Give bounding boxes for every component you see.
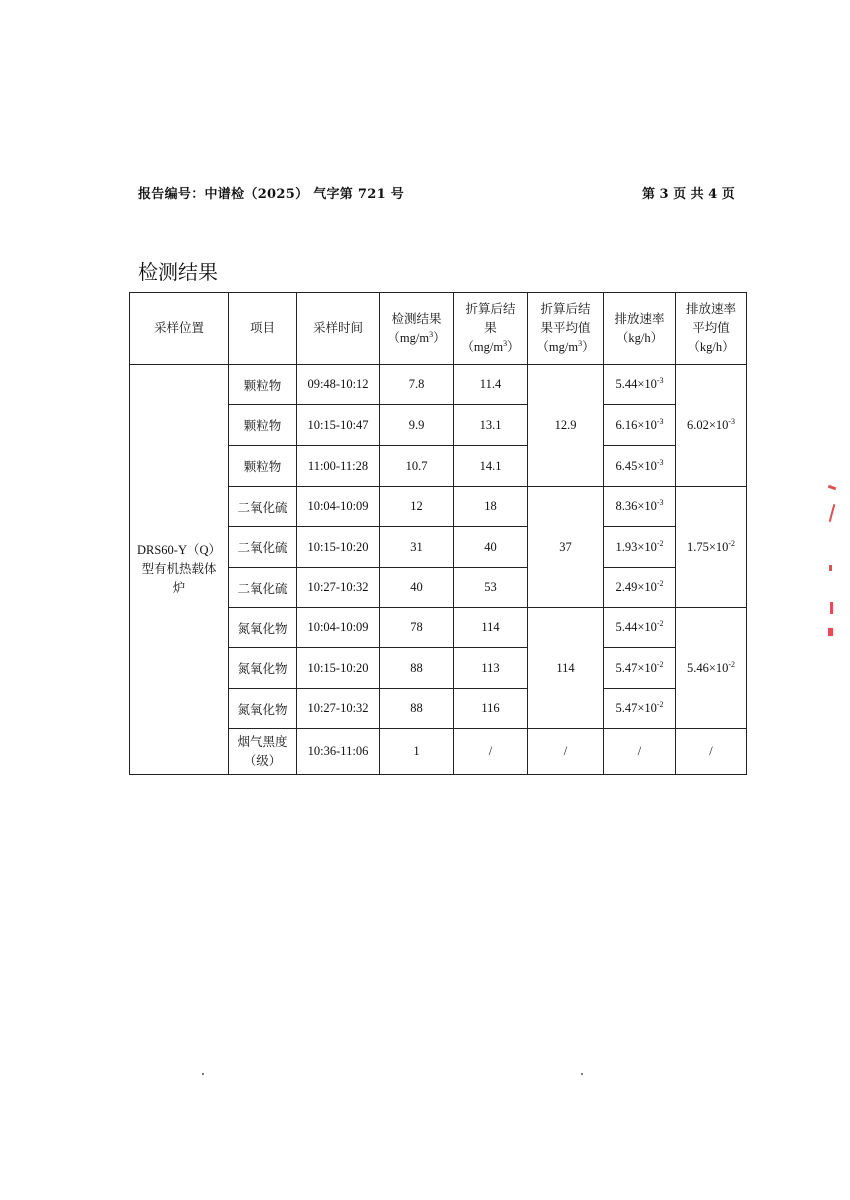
item-cell: 二氧化硫 xyxy=(229,568,297,608)
header-location: 采样位置 xyxy=(130,293,229,365)
rate-cell: $1.93\times 10^{-2}$ xyxy=(604,527,676,568)
converted-cell: 114 xyxy=(454,608,528,648)
header-rate-avg: 排放速率 平均值 （kg/h） xyxy=(676,293,747,365)
result-cell: 1 xyxy=(380,729,454,775)
time-cell: 09:48-10:12 xyxy=(297,365,380,405)
item-cell: 颗粒物 xyxy=(229,446,297,487)
rate-avg-cell: $1.75\times 10^{-2}$ xyxy=(676,487,747,608)
converted-cell: 18 xyxy=(454,487,528,527)
header-converted: 折算后结 果$(mg/m^3)$ xyxy=(454,293,528,365)
time-cell: 10:27-10:32 xyxy=(297,568,380,608)
converted-cell: 113 xyxy=(454,648,528,689)
time-cell: 10:36-11:06 xyxy=(297,729,380,775)
rate-avg-cell: $5.46\times 10^{-2}$ xyxy=(676,608,747,729)
result-cell: 40 xyxy=(380,568,454,608)
seal-mark xyxy=(830,602,833,614)
section-title: 检测结果 xyxy=(138,260,218,284)
result-cell: 10.7 xyxy=(380,446,454,487)
seal-mark xyxy=(828,485,837,491)
result-cell: 88 xyxy=(380,648,454,689)
header-item: 项目 xyxy=(229,293,297,365)
rate-avg-cell: $6.02\times 10^{-3}$ xyxy=(676,365,747,487)
results-table xyxy=(129,292,747,775)
time-cell: 10:04-10:09 xyxy=(297,487,380,527)
rate-cell: $2.49\times 10^{-2}$ xyxy=(604,568,676,608)
result-cell: 31 xyxy=(380,527,454,568)
result-cell: 7.8 xyxy=(380,365,454,405)
result-cell: 78 xyxy=(380,608,454,648)
header-converted-avg: 折算后结 果平均值 $(mg/m^3)$ xyxy=(528,293,604,365)
result-cell: 12 xyxy=(380,487,454,527)
header-time: 采样时间 xyxy=(297,293,380,365)
converted-cell: / xyxy=(454,729,528,775)
time-cell: 10:15-10:47 xyxy=(297,405,380,446)
result-cell: 9.9 xyxy=(380,405,454,446)
time-cell: 10:27-10:32 xyxy=(297,689,380,729)
page-indicator: 第 3 页 共 4 页 xyxy=(642,187,735,202)
scan-dot xyxy=(581,1073,583,1075)
converted-cell: 53 xyxy=(454,568,528,608)
item-cell: 二氧化硫 xyxy=(229,527,297,568)
item-cell: 二氧化硫 xyxy=(229,487,297,527)
item-cell: 颗粒物 xyxy=(229,405,297,446)
result-cell: 88 xyxy=(380,689,454,729)
converted-cell: 14.1 xyxy=(454,446,528,487)
rate-cell: / xyxy=(604,729,676,775)
converted-avg-cell: / xyxy=(528,729,604,775)
rate-cell: $8.36\times 10^{-3}$ xyxy=(604,487,676,527)
converted-avg-cell: 114 xyxy=(528,608,604,729)
converted-cell: 116 xyxy=(454,689,528,729)
seal-mark xyxy=(829,504,836,522)
item-cell: 烟气黑度 （级） xyxy=(229,729,297,775)
seal-mark xyxy=(829,565,832,571)
table-row xyxy=(130,365,747,405)
time-cell: 10:15-10:20 xyxy=(297,648,380,689)
converted-cell: 11.4 xyxy=(454,365,528,405)
converted-avg-cell: 37 xyxy=(528,487,604,608)
item-cell: 氮氧化物 xyxy=(229,648,297,689)
time-cell: 10:15-10:20 xyxy=(297,527,380,568)
rate-cell: $5.47\times 10^{-2}$ xyxy=(604,648,676,689)
rate-cell: $5.44\times 10^{-3}$ xyxy=(604,365,676,405)
time-cell: 10:04-10:09 xyxy=(297,608,380,648)
header-rate: 排放速率 （kg/h） xyxy=(604,293,676,365)
converted-avg-cell: 12.9 xyxy=(528,365,604,487)
rate-cell: $5.44\times 10^{-2}$ xyxy=(604,608,676,648)
seal-mark xyxy=(828,628,833,636)
rate-avg-cell: / xyxy=(676,729,747,775)
item-cell: 氮氧化物 xyxy=(229,608,297,648)
location-cell: DRS60-Y（Q） 型有机热载体 炉 xyxy=(130,365,229,775)
header-row xyxy=(130,293,747,365)
converted-cell: 13.1 xyxy=(454,405,528,446)
rate-cell: $5.47\times 10^{-2}$ xyxy=(604,689,676,729)
converted-cell: 40 xyxy=(454,527,528,568)
item-cell: 氮氧化物 xyxy=(229,689,297,729)
scan-dot xyxy=(202,1073,204,1075)
rate-cell: $6.16\times 10^{-3}$ xyxy=(604,405,676,446)
rate-cell: $6.45\times 10^{-3}$ xyxy=(604,446,676,487)
time-cell: 11:00-11:28 xyxy=(297,446,380,487)
header-result: 检测结果 $(mg/m^3)$ xyxy=(380,293,454,365)
item-cell: 颗粒物 xyxy=(229,365,297,405)
report-number: 报告编号：中谱检（2025） 气字第 721 号 xyxy=(138,187,405,202)
